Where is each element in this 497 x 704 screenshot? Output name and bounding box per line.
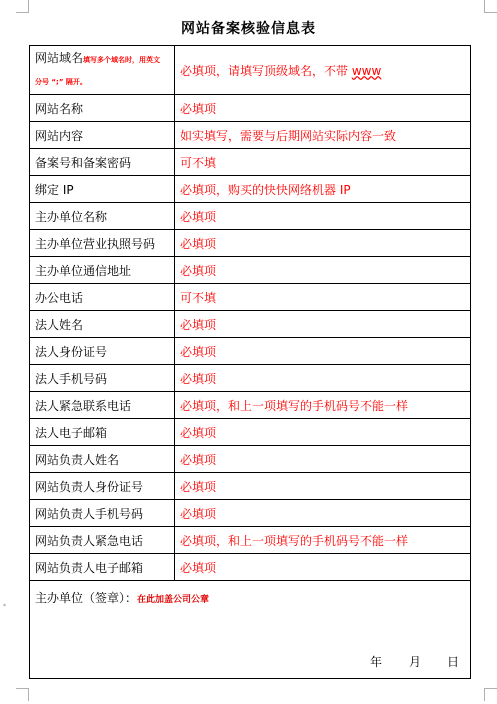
domain-value: 必填项，请填写顶级域名，不带 [180, 63, 352, 78]
info-table [29, 45, 471, 679]
table-row [30, 527, 471, 554]
field-label: 法人手机号码 [30, 365, 175, 392]
field-value[interactable]: 必填项 [175, 311, 471, 338]
domain-note-line1: 填写多个域名时，用英文 [83, 56, 161, 64]
field-value[interactable]: 可不填 [175, 284, 471, 311]
field-value[interactable]: 必填项 [175, 554, 471, 581]
field-value[interactable]: 必填项 [175, 95, 471, 122]
domain-value-www: www [351, 63, 382, 78]
table-row [30, 176, 471, 203]
field-value[interactable]: 必填项，和上一项填写的手机码号不能一样 [175, 392, 471, 419]
field-value[interactable]: 如实填写，需要与后期网站实际内容一致 [175, 122, 471, 149]
domain-label-cell [30, 46, 175, 95]
date-month: 月 [409, 655, 422, 669]
field-value[interactable]: 必填项，和上一项填写的手机码号不能一样 [175, 527, 471, 554]
table-row [30, 284, 471, 311]
field-label: 法人紧急联系电话 [30, 392, 175, 419]
field-value[interactable]: 必填项 [175, 365, 471, 392]
document-title: 网站备案核验信息表 [181, 21, 316, 37]
field-label: 法人身份证号 [30, 338, 175, 365]
table-row [30, 149, 471, 176]
table-row-domain [30, 46, 471, 95]
field-value[interactable]: 必填项 [175, 446, 471, 473]
table-row [30, 311, 471, 338]
crop-mark-top-right [484, 0, 497, 13]
table-row [30, 122, 471, 149]
crop-mark-bottom-left [16, 688, 29, 701]
crop-mark-bottom-right [484, 688, 497, 701]
field-value[interactable]: 必填项 [175, 500, 471, 527]
field-value[interactable]: 必填项，购买的快快网络机器 IP [175, 176, 471, 203]
field-label: 法人电子邮箱 [30, 419, 175, 446]
field-value[interactable]: 必填项 [175, 338, 471, 365]
field-value[interactable]: 必填项 [175, 419, 471, 446]
field-value[interactable]: 必填项 [175, 230, 471, 257]
date-year: 年 [370, 655, 383, 669]
domain-note-line2: 分号 “;” 隔开。 [35, 78, 87, 86]
field-label: 办公电话 [30, 284, 175, 311]
margin-mark: * [3, 603, 6, 610]
field-label: 主办单位通信地址 [30, 257, 175, 284]
field-label: 网站负责人电子邮箱 [30, 554, 175, 581]
table-row [30, 338, 471, 365]
field-label: 网站负责人身份证号 [30, 473, 175, 500]
stamp-note: 在此加盖公司公章 [137, 595, 210, 605]
field-value[interactable]: 必填项 [175, 257, 471, 284]
table-row [30, 365, 471, 392]
field-value[interactable]: 必填项 [175, 473, 471, 500]
field-label: 备案号和备案密码 [30, 149, 175, 176]
table-row-footer [30, 581, 471, 679]
table-row [30, 554, 471, 581]
signature-label-line [35, 589, 209, 606]
domain-label: 网站域名 [35, 51, 84, 65]
table-row [30, 419, 471, 446]
field-label: 网站名称 [30, 95, 175, 122]
field-label: 网站负责人姓名 [30, 446, 175, 473]
field-label: 绑定 IP [30, 176, 175, 203]
field-label: 主办单位名称 [30, 203, 175, 230]
signature-cell[interactable] [30, 581, 471, 679]
table-row [30, 473, 471, 500]
field-label: 网站内容 [30, 122, 175, 149]
table-row [30, 203, 471, 230]
field-label: 网站负责人紧急电话 [30, 527, 175, 554]
table-row [30, 95, 471, 122]
table-row [30, 230, 471, 257]
date-day: 日 [447, 655, 460, 669]
field-label: 主办单位营业执照号码 [30, 230, 175, 257]
field-value[interactable]: 可不填 [175, 149, 471, 176]
field-label: 法人姓名 [30, 311, 175, 338]
table-row [30, 257, 471, 284]
signature-label: 主办单位（签章）： [35, 591, 138, 605]
domain-value-cell[interactable] [175, 46, 471, 95]
table-row [30, 392, 471, 419]
field-value[interactable]: 必填项 [175, 203, 471, 230]
table-row [30, 500, 471, 527]
crop-mark-top-left [16, 0, 29, 13]
field-label: 网站负责人手机号码 [30, 500, 175, 527]
table-row [30, 446, 471, 473]
